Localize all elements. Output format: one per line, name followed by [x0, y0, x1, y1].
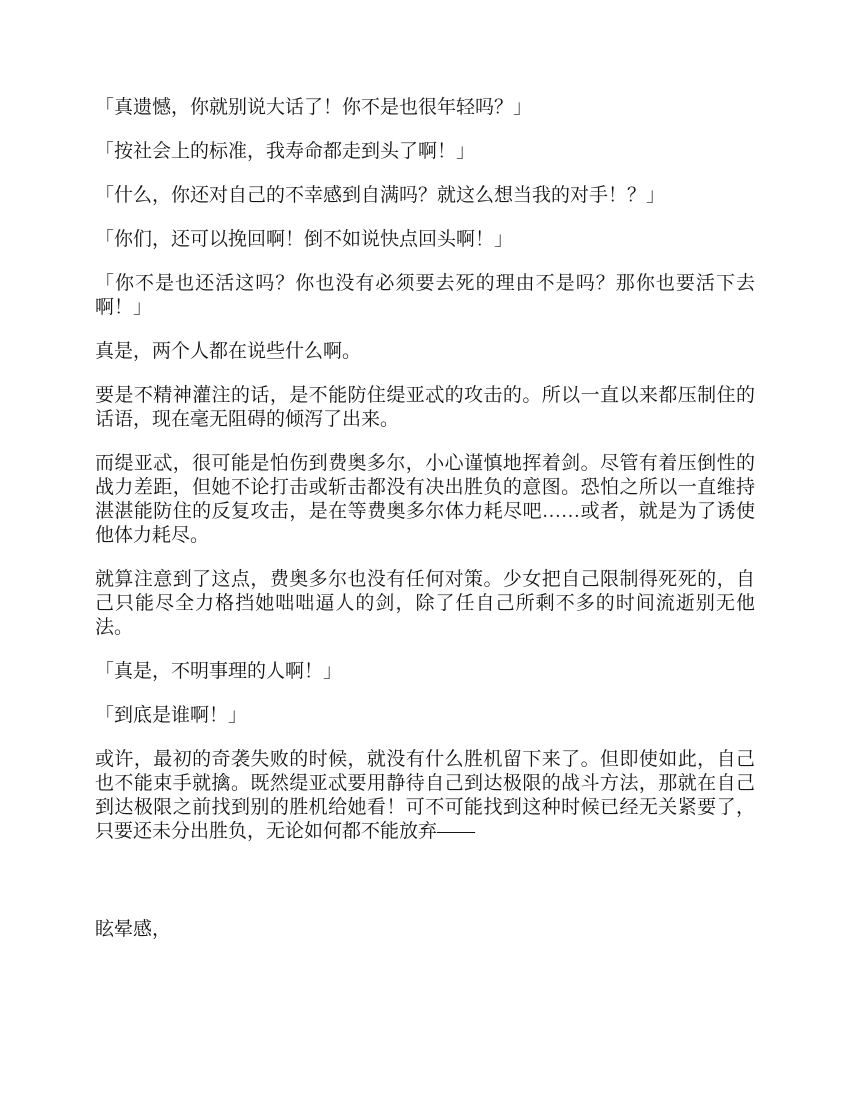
- dialogue-paragraph: 「到底是谁啊！」: [95, 705, 248, 726]
- dialogue-paragraph: 「你不是也还活这吗？你也没有必须要去死的理由不是吗？那你也要活下去啊！」: [95, 273, 755, 318]
- narration-paragraph: 眩晕感，: [95, 919, 172, 940]
- narration-paragraph: 或许，最初的奇袭失败的时候，就没有什么胜机留下来了。但即使如此，自己也不能束手就擒。既然缇亚忒要用静待自己到达极限的战斗方法，那就在自己到达极限之前找到别的胜机给她看！可不可能找到这种时候已经无关紧要了，只要还未分出胜负，无论如何都不能放弃——: [95, 749, 755, 842]
- dialogue-paragraph: 「你们，还可以挽回啊！倒不如说快点回头啊！」: [95, 229, 514, 250]
- dialogue-paragraph: 「什么，你还对自己的不幸感到自满吗？就这么想当我的对手！？」: [95, 185, 666, 206]
- dialogue-paragraph: 「真遗憾，你就别说大话了！你不是也很年轻吗？」: [95, 97, 533, 118]
- narration-paragraph: 而缇亚忒，很可能是怕伤到费奥多尔，小心谨慎地挥着剑。尽管有着压倒性的战力差距，但她不论打击或斩击都没有决出胜负的意图。恐怕之所以一直维持湛湛能防住的反复攻击，是在等费奥多尔体力耗尽吧……或者，就是为了诱使他体力耗尽。: [95, 453, 755, 546]
- narration-paragraph: 要是不精神灌注的话，是不能防住缇亚忒的攻击的。所以一直以来都压制住的话语，现在毫无阻碍的倾泻了出来。: [95, 385, 755, 430]
- dialogue-paragraph: 「真是，不明事理的人啊！」: [95, 661, 343, 682]
- dialogue-paragraph: 「按社会上的标准，我寿命都走到头了啊！」: [95, 141, 476, 162]
- narration-paragraph: 真是，两个人都在说些什么啊。: [95, 341, 362, 362]
- narration-paragraph: 就算注意到了这点，费奥多尔也没有任何对策。少女把自己限制得死死的，自己只能尽全力格挡她咄咄逼人的剑，除了任自己所剩不多的时间流逝别无他法。: [95, 569, 755, 638]
